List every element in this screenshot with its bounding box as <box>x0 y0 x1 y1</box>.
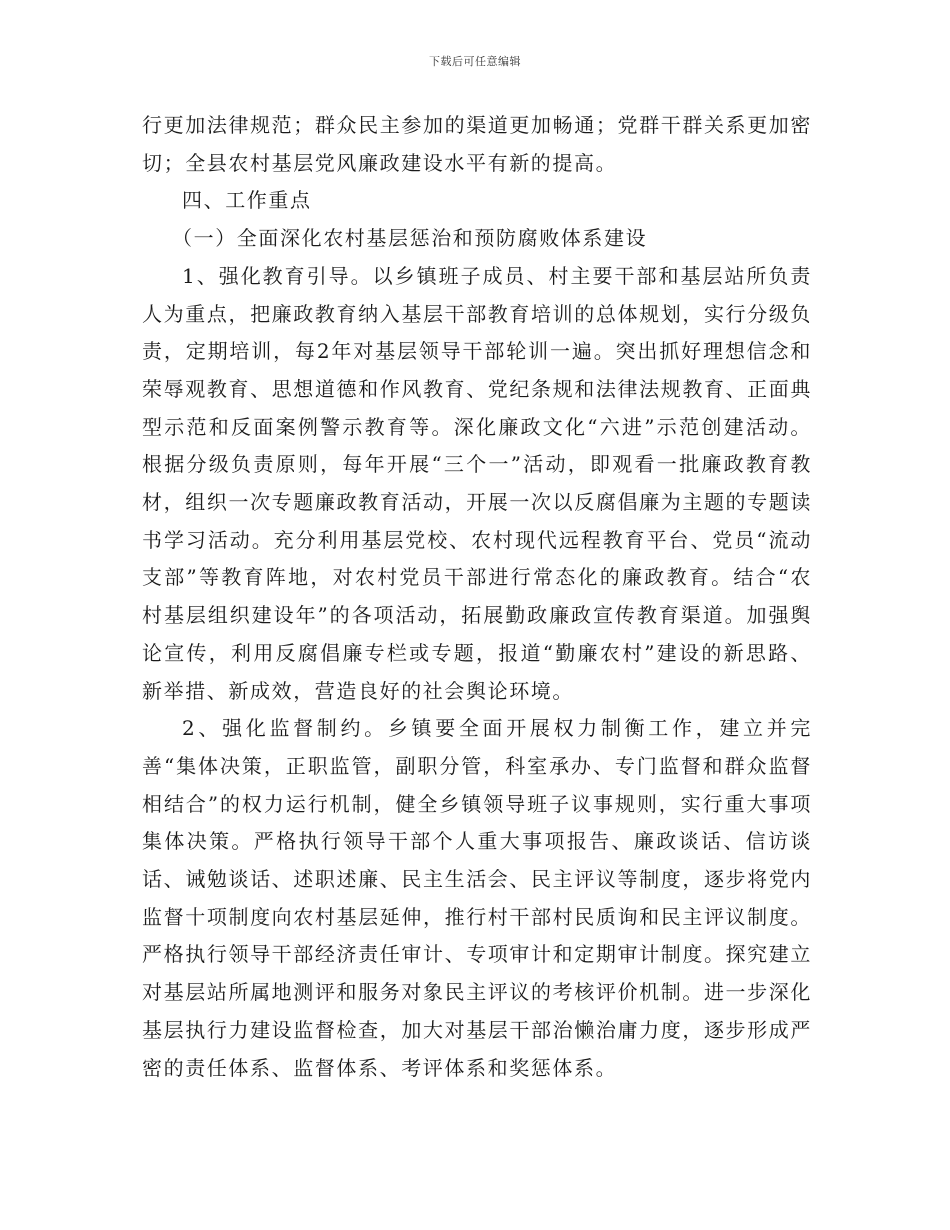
subsection-heading: （一）全面深化农村基层惩治和预防腐败体系建设 <box>172 226 648 251</box>
paragraph-supervision: 2、强化监督制约。乡镇要全面开展权力制衡工作，建立并完善“集体决策，正职监管，副职分管，科室承办、专门监督和群众监督相结合”的权力运行机制，健全乡镇领导班子议事规则，实行重大事项集体决策。严格执行领导干部个人重大事项报告、廉政谈话、信访谈话、诫勉谈话、述职述廉、民主生活会、民主评议等制度，逐步将党内监督十项制度向农村基层延伸，推行村干部村民质询和民主评议制度。严格执行领导干部经济责任审计、专项审计和定期审计制度。探究建立对基层站所属地测评和服务对象民主评议的考核评价机制。进一步深化基层执行力建设监督检查，加大对基层干部治懒治庸力度，逐步形成严密的责任体系、监督体系、考评体系和奖惩体系。 <box>142 716 812 1080</box>
paragraph-continuation: 行更加法律规范；群众民主参加的渠道更加畅通；党群干群关系更加密切；全县农村基层党风廉政建设水平有新的提高。 <box>142 113 812 175</box>
document-body <box>142 107 812 1087</box>
section-heading: 四、工作重点 <box>182 188 312 213</box>
paragraph-education: 1、强化教育引导。以乡镇班子成员、村主要干部和基层站所负责人为重点，把廉政教育纳入基层干部教育培训的总体规划，实行分级负责，定期培训，每2年对基层领导干部轮训一遍。突出抓好理想信念和荣辱观教育、思想道德和作风教育、党纪条规和法律法规教育、正面典型示范和反面案例警示教育等。深化廉政文化“六进”示范创建活动。根据分级负责原则，每年开展“三个一”活动，即观看一批廉政教育教材，组织一次专题廉政教育活动，开展一次以反腐倡廉为主题的专题读书学习活动。充分利用基层党校、农村现代远程教育平台、党员“流动支部”等教育阵地，对农村党员干部进行常态化的廉政教育。结合“农村基层组织建设年”的各项活动，拓展勤政廉政宣传教育渠道。加强舆论宣传，利用反腐倡廉专栏或专题，报道“勤廉农村”建设的新思路、新举措、新成效，营造良好的社会舆论环境。 <box>142 263 812 703</box>
header-note: 下载后可任意编辑 <box>429 55 521 68</box>
